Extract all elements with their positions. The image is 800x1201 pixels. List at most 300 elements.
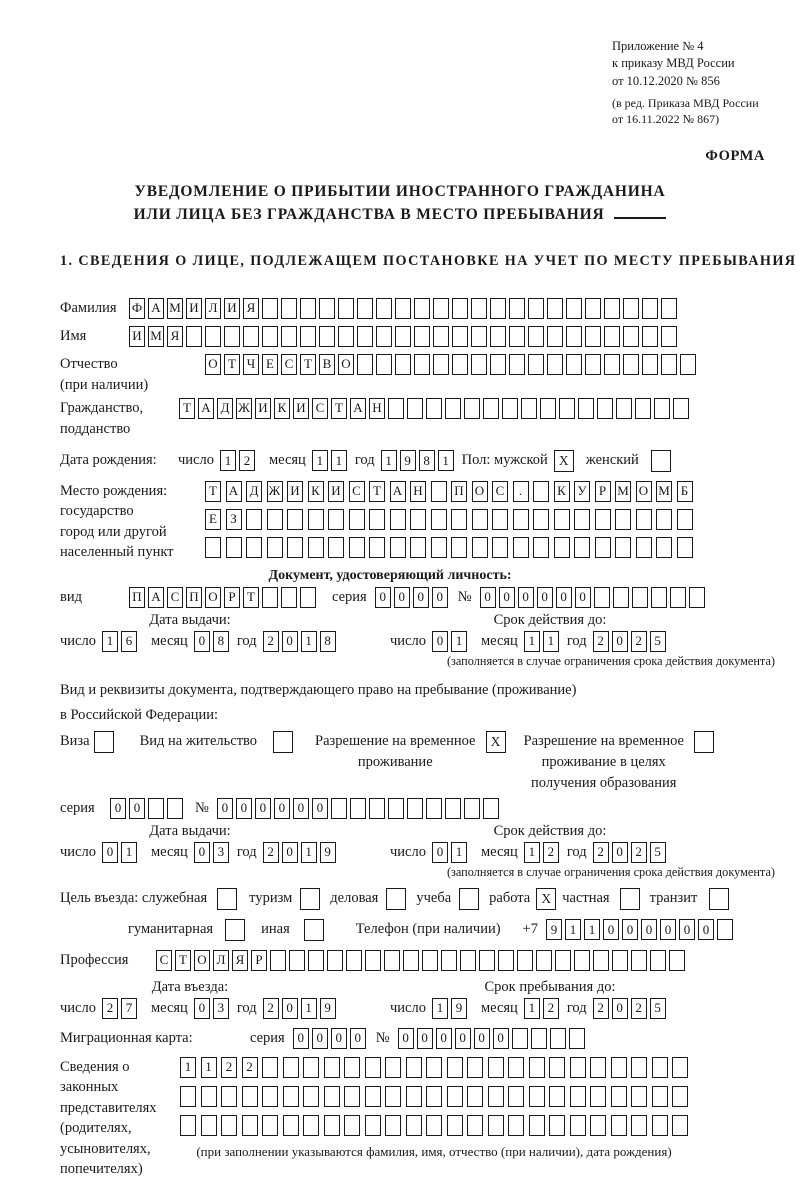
char-cell[interactable] <box>536 950 552 971</box>
char-cell[interactable] <box>327 950 343 971</box>
char-cell[interactable]: 0 <box>612 631 628 652</box>
char-cell[interactable] <box>636 509 652 530</box>
char-cell[interactable]: 1 <box>584 919 600 940</box>
char-cell[interactable] <box>452 354 468 375</box>
char-cell[interactable] <box>406 1115 422 1136</box>
char-cell[interactable] <box>262 587 278 608</box>
char-cell[interactable] <box>410 537 426 558</box>
char-cell[interactable] <box>262 1086 278 1107</box>
char-cell[interactable]: 0 <box>436 1028 452 1049</box>
char-cell[interactable] <box>488 1086 504 1107</box>
char-cell[interactable] <box>365 1115 381 1136</box>
char-cell[interactable] <box>689 587 705 608</box>
char-cell[interactable] <box>631 1057 647 1078</box>
char-cell[interactable] <box>550 1028 566 1049</box>
char-cell[interactable]: 0 <box>255 798 271 819</box>
char-cell[interactable] <box>287 537 303 558</box>
char-cell[interactable] <box>578 398 594 419</box>
char-cell[interactable] <box>502 398 518 419</box>
char-cell[interactable] <box>350 798 366 819</box>
char-cell[interactable] <box>287 509 303 530</box>
char-cell[interactable] <box>390 537 406 558</box>
char-cell[interactable] <box>452 298 468 319</box>
char-cell[interactable]: 0 <box>129 798 145 819</box>
char-cell[interactable] <box>613 587 629 608</box>
char-cell[interactable]: 0 <box>556 587 572 608</box>
char-cell[interactable] <box>594 587 610 608</box>
char-cell[interactable]: 0 <box>110 798 126 819</box>
char-cell[interactable]: 6 <box>121 631 137 652</box>
char-cell[interactable]: 1 <box>201 1057 217 1078</box>
char-cell[interactable] <box>283 1057 299 1078</box>
char-cell[interactable] <box>328 537 344 558</box>
char-cell[interactable]: 8 <box>213 631 229 652</box>
char-cell[interactable] <box>344 1086 360 1107</box>
char-cell[interactable]: П <box>451 481 467 502</box>
char-cell[interactable]: И <box>255 398 271 419</box>
char-cell[interactable] <box>281 298 297 319</box>
char-cell[interactable]: Р <box>224 587 240 608</box>
char-cell[interactable]: 1 <box>524 998 540 1019</box>
char-cell[interactable] <box>677 509 693 530</box>
char-cell[interactable] <box>604 326 620 347</box>
char-cell[interactable] <box>426 798 442 819</box>
char-cell[interactable] <box>357 354 373 375</box>
char-cell[interactable] <box>431 481 447 502</box>
char-cell[interactable] <box>384 950 400 971</box>
char-cell[interactable] <box>540 398 556 419</box>
char-cell[interactable] <box>513 509 529 530</box>
char-cell[interactable] <box>669 950 685 971</box>
char-cell[interactable]: 0 <box>375 587 391 608</box>
char-cell[interactable]: С <box>167 587 183 608</box>
char-cell[interactable] <box>451 509 467 530</box>
char-cell[interactable]: 1 <box>381 450 397 471</box>
female-checkbox[interactable] <box>651 450 671 472</box>
char-cell[interactable] <box>508 1086 524 1107</box>
char-cell[interactable] <box>631 1115 647 1136</box>
char-cell[interactable]: 1 <box>543 631 559 652</box>
char-cell[interactable] <box>414 354 430 375</box>
char-cell[interactable]: 9 <box>320 842 336 863</box>
char-cell[interactable]: О <box>636 481 652 502</box>
tourism-checkbox[interactable] <box>300 888 320 910</box>
char-cell[interactable]: 0 <box>236 798 252 819</box>
char-cell[interactable]: З <box>226 509 242 530</box>
char-cell[interactable] <box>471 354 487 375</box>
char-cell[interactable]: 0 <box>293 798 309 819</box>
char-cell[interactable]: Т <box>175 950 191 971</box>
char-cell[interactable] <box>672 1086 688 1107</box>
char-cell[interactable] <box>431 509 447 530</box>
char-cell[interactable] <box>441 950 457 971</box>
char-cell[interactable] <box>549 1057 565 1078</box>
work-checkbox[interactable]: X <box>536 888 556 910</box>
char-cell[interactable]: 2 <box>221 1057 237 1078</box>
char-cell[interactable]: 2 <box>631 631 647 652</box>
temp-residence-edu-checkbox[interactable] <box>694 731 714 753</box>
char-cell[interactable]: Д <box>217 398 233 419</box>
char-cell[interactable]: 2 <box>263 998 279 1019</box>
other-checkbox[interactable] <box>304 919 324 941</box>
char-cell[interactable] <box>652 1115 668 1136</box>
char-cell[interactable] <box>604 354 620 375</box>
char-cell[interactable] <box>642 354 658 375</box>
char-cell[interactable] <box>451 537 467 558</box>
char-cell[interactable]: 5 <box>650 842 666 863</box>
char-cell[interactable] <box>433 326 449 347</box>
char-cell[interactable]: 0 <box>432 587 448 608</box>
char-cell[interactable] <box>566 354 582 375</box>
char-cell[interactable] <box>180 1086 196 1107</box>
char-cell[interactable] <box>148 798 164 819</box>
char-cell[interactable]: И <box>186 298 202 319</box>
char-cell[interactable] <box>395 326 411 347</box>
char-cell[interactable] <box>631 950 647 971</box>
char-cell[interactable] <box>303 1057 319 1078</box>
char-cell[interactable] <box>593 950 609 971</box>
char-cell[interactable]: Т <box>224 354 240 375</box>
char-cell[interactable] <box>226 537 242 558</box>
char-cell[interactable]: Т <box>331 398 347 419</box>
char-cell[interactable] <box>262 1115 278 1136</box>
char-cell[interactable] <box>324 1057 340 1078</box>
char-cell[interactable]: 0 <box>537 587 553 608</box>
char-cell[interactable] <box>680 354 696 375</box>
char-cell[interactable]: 9 <box>400 450 416 471</box>
char-cell[interactable]: Р <box>595 481 611 502</box>
char-cell[interactable]: А <box>198 398 214 419</box>
char-cell[interactable] <box>452 326 468 347</box>
char-cell[interactable]: Я <box>243 298 259 319</box>
char-cell[interactable] <box>221 1115 237 1136</box>
char-cell[interactable]: Е <box>262 354 278 375</box>
char-cell[interactable] <box>661 354 677 375</box>
char-cell[interactable]: 0 <box>413 587 429 608</box>
char-cell[interactable] <box>338 298 354 319</box>
char-cell[interactable] <box>388 398 404 419</box>
char-cell[interactable]: 0 <box>312 1028 328 1049</box>
char-cell[interactable] <box>531 1028 547 1049</box>
char-cell[interactable] <box>445 798 461 819</box>
char-cell[interactable] <box>509 354 525 375</box>
char-cell[interactable] <box>426 1057 442 1078</box>
char-cell[interactable] <box>300 298 316 319</box>
char-cell[interactable] <box>570 1057 586 1078</box>
char-cell[interactable] <box>201 1115 217 1136</box>
char-cell[interactable] <box>357 326 373 347</box>
char-cell[interactable] <box>262 298 278 319</box>
char-cell[interactable] <box>590 1086 606 1107</box>
char-cell[interactable] <box>554 509 570 530</box>
char-cell[interactable] <box>611 1086 627 1107</box>
char-cell[interactable] <box>590 1115 606 1136</box>
char-cell[interactable]: 1 <box>565 919 581 940</box>
char-cell[interactable] <box>529 1086 545 1107</box>
char-cell[interactable] <box>574 950 590 971</box>
char-cell[interactable] <box>615 537 631 558</box>
char-cell[interactable] <box>242 1086 258 1107</box>
char-cell[interactable] <box>661 298 677 319</box>
char-cell[interactable] <box>205 537 221 558</box>
char-cell[interactable] <box>492 537 508 558</box>
char-cell[interactable] <box>328 509 344 530</box>
char-cell[interactable] <box>498 950 514 971</box>
char-cell[interactable]: 8 <box>419 450 435 471</box>
char-cell[interactable]: 9 <box>320 998 336 1019</box>
char-cell[interactable] <box>492 509 508 530</box>
char-cell[interactable]: А <box>390 481 406 502</box>
char-cell[interactable] <box>661 326 677 347</box>
char-cell[interactable] <box>604 298 620 319</box>
char-cell[interactable] <box>267 509 283 530</box>
char-cell[interactable]: 0 <box>282 998 298 1019</box>
char-cell[interactable]: 1 <box>524 842 540 863</box>
char-cell[interactable]: 9 <box>546 919 562 940</box>
char-cell[interactable] <box>642 326 658 347</box>
char-cell[interactable]: 0 <box>102 842 118 863</box>
char-cell[interactable] <box>414 298 430 319</box>
char-cell[interactable]: Е <box>205 509 221 530</box>
char-cell[interactable]: С <box>349 481 365 502</box>
char-cell[interactable]: М <box>615 481 631 502</box>
char-cell[interactable] <box>547 298 563 319</box>
char-cell[interactable]: 1 <box>220 450 236 471</box>
char-cell[interactable]: 1 <box>301 998 317 1019</box>
char-cell[interactable] <box>623 326 639 347</box>
char-cell[interactable] <box>246 509 262 530</box>
char-cell[interactable]: С <box>312 398 328 419</box>
char-cell[interactable] <box>513 537 529 558</box>
char-cell[interactable]: 1 <box>301 842 317 863</box>
char-cell[interactable] <box>433 298 449 319</box>
transit-checkbox[interactable] <box>709 888 729 910</box>
char-cell[interactable]: И <box>328 481 344 502</box>
char-cell[interactable] <box>472 537 488 558</box>
char-cell[interactable] <box>585 326 601 347</box>
char-cell[interactable] <box>521 398 537 419</box>
char-cell[interactable]: 0 <box>274 798 290 819</box>
char-cell[interactable] <box>590 1057 606 1078</box>
char-cell[interactable] <box>467 1057 483 1078</box>
char-cell[interactable] <box>303 1086 319 1107</box>
char-cell[interactable] <box>623 354 639 375</box>
char-cell[interactable]: 0 <box>432 631 448 652</box>
char-cell[interactable]: 0 <box>575 587 591 608</box>
char-cell[interactable] <box>595 509 611 530</box>
char-cell[interactable] <box>533 509 549 530</box>
char-cell[interactable]: 2 <box>239 450 255 471</box>
char-cell[interactable] <box>635 398 651 419</box>
char-cell[interactable]: 2 <box>593 998 609 1019</box>
char-cell[interactable] <box>338 326 354 347</box>
char-cell[interactable] <box>385 1086 401 1107</box>
char-cell[interactable] <box>508 1115 524 1136</box>
char-cell[interactable]: 2 <box>543 998 559 1019</box>
char-cell[interactable]: 0 <box>660 919 676 940</box>
char-cell[interactable] <box>533 537 549 558</box>
char-cell[interactable] <box>652 1086 668 1107</box>
char-cell[interactable] <box>670 587 686 608</box>
char-cell[interactable]: Ж <box>236 398 252 419</box>
char-cell[interactable] <box>528 298 544 319</box>
char-cell[interactable] <box>616 398 632 419</box>
char-cell[interactable] <box>349 509 365 530</box>
char-cell[interactable]: 1 <box>438 450 454 471</box>
char-cell[interactable]: И <box>287 481 303 502</box>
char-cell[interactable] <box>490 326 506 347</box>
char-cell[interactable]: . <box>513 481 529 502</box>
char-cell[interactable]: 9 <box>451 998 467 1019</box>
char-cell[interactable] <box>554 537 570 558</box>
char-cell[interactable] <box>289 950 305 971</box>
char-cell[interactable] <box>566 326 582 347</box>
char-cell[interactable]: Ж <box>267 481 283 502</box>
humanitarian-checkbox[interactable] <box>225 919 245 941</box>
char-cell[interactable] <box>570 1086 586 1107</box>
char-cell[interactable] <box>167 798 183 819</box>
char-cell[interactable] <box>533 481 549 502</box>
char-cell[interactable] <box>303 1115 319 1136</box>
char-cell[interactable] <box>270 950 286 971</box>
char-cell[interactable]: 1 <box>102 631 118 652</box>
char-cell[interactable]: 2 <box>631 998 647 1019</box>
char-cell[interactable]: 2 <box>242 1057 258 1078</box>
char-cell[interactable] <box>414 326 430 347</box>
char-cell[interactable]: И <box>293 398 309 419</box>
char-cell[interactable] <box>656 509 672 530</box>
char-cell[interactable] <box>615 509 631 530</box>
char-cell[interactable] <box>407 798 423 819</box>
business-checkbox[interactable] <box>386 888 406 910</box>
char-cell[interactable] <box>283 1086 299 1107</box>
char-cell[interactable] <box>349 537 365 558</box>
char-cell[interactable] <box>595 537 611 558</box>
char-cell[interactable]: 0 <box>194 998 210 1019</box>
char-cell[interactable]: А <box>226 481 242 502</box>
char-cell[interactable] <box>652 1057 668 1078</box>
char-cell[interactable]: 0 <box>282 842 298 863</box>
char-cell[interactable] <box>612 950 628 971</box>
char-cell[interactable]: 0 <box>698 919 714 940</box>
char-cell[interactable] <box>509 326 525 347</box>
char-cell[interactable] <box>547 326 563 347</box>
char-cell[interactable] <box>672 1115 688 1136</box>
char-cell[interactable] <box>369 798 385 819</box>
char-cell[interactable] <box>623 298 639 319</box>
char-cell[interactable] <box>242 1115 258 1136</box>
char-cell[interactable]: 1 <box>301 631 317 652</box>
char-cell[interactable]: Б <box>677 481 693 502</box>
char-cell[interactable]: 5 <box>650 631 666 652</box>
char-cell[interactable]: 2 <box>263 842 279 863</box>
char-cell[interactable]: 0 <box>603 919 619 940</box>
char-cell[interactable]: 0 <box>641 919 657 940</box>
char-cell[interactable]: У <box>574 481 590 502</box>
char-cell[interactable] <box>319 298 335 319</box>
char-cell[interactable] <box>642 298 658 319</box>
char-cell[interactable]: 0 <box>331 1028 347 1049</box>
char-cell[interactable]: И <box>129 326 145 347</box>
char-cell[interactable] <box>331 798 347 819</box>
char-cell[interactable]: И <box>224 298 240 319</box>
char-cell[interactable] <box>447 1115 463 1136</box>
char-cell[interactable]: 0 <box>312 798 328 819</box>
char-cell[interactable]: Д <box>246 481 262 502</box>
char-cell[interactable]: Ч <box>243 354 259 375</box>
char-cell[interactable] <box>300 326 316 347</box>
char-cell[interactable]: 7 <box>121 998 137 1019</box>
char-cell[interactable]: С <box>492 481 508 502</box>
char-cell[interactable] <box>365 950 381 971</box>
char-cell[interactable]: 3 <box>213 998 229 1019</box>
char-cell[interactable] <box>395 354 411 375</box>
char-cell[interactable]: О <box>205 587 221 608</box>
char-cell[interactable] <box>410 509 426 530</box>
char-cell[interactable]: 0 <box>194 631 210 652</box>
char-cell[interactable] <box>460 950 476 971</box>
char-cell[interactable] <box>488 1115 504 1136</box>
char-cell[interactable] <box>262 326 278 347</box>
private-checkbox[interactable] <box>620 888 640 910</box>
char-cell[interactable] <box>388 798 404 819</box>
char-cell[interactable]: 1 <box>331 450 347 471</box>
char-cell[interactable] <box>205 326 221 347</box>
char-cell[interactable]: Ф <box>129 298 145 319</box>
char-cell[interactable]: 0 <box>293 1028 309 1049</box>
char-cell[interactable]: П <box>186 587 202 608</box>
char-cell[interactable]: 0 <box>350 1028 366 1049</box>
char-cell[interactable]: 0 <box>398 1028 414 1049</box>
char-cell[interactable]: 0 <box>417 1028 433 1049</box>
char-cell[interactable] <box>509 298 525 319</box>
char-cell[interactable]: 1 <box>312 450 328 471</box>
char-cell[interactable] <box>517 950 533 971</box>
char-cell[interactable]: О <box>472 481 488 502</box>
char-cell[interactable] <box>549 1115 565 1136</box>
char-cell[interactable]: О <box>205 354 221 375</box>
char-cell[interactable] <box>403 950 419 971</box>
char-cell[interactable]: 1 <box>180 1057 196 1078</box>
char-cell[interactable] <box>490 298 506 319</box>
char-cell[interactable] <box>246 537 262 558</box>
char-cell[interactable] <box>324 1115 340 1136</box>
char-cell[interactable]: 0 <box>432 842 448 863</box>
char-cell[interactable] <box>406 1057 422 1078</box>
char-cell[interactable] <box>528 326 544 347</box>
char-cell[interactable] <box>585 298 601 319</box>
char-cell[interactable]: 0 <box>217 798 233 819</box>
char-cell[interactable]: Р <box>251 950 267 971</box>
char-cell[interactable]: Н <box>369 398 385 419</box>
char-cell[interactable] <box>654 398 670 419</box>
char-cell[interactable] <box>559 398 575 419</box>
char-cell[interactable] <box>549 1086 565 1107</box>
char-cell[interactable]: 0 <box>679 919 695 940</box>
char-cell[interactable] <box>597 398 613 419</box>
char-cell[interactable] <box>201 1086 217 1107</box>
char-cell[interactable] <box>385 1115 401 1136</box>
char-cell[interactable]: Л <box>213 950 229 971</box>
char-cell[interactable]: 0 <box>518 587 534 608</box>
char-cell[interactable]: К <box>274 398 290 419</box>
char-cell[interactable] <box>574 537 590 558</box>
char-cell[interactable]: Я <box>167 326 183 347</box>
char-cell[interactable]: 2 <box>593 631 609 652</box>
char-cell[interactable] <box>490 354 506 375</box>
char-cell[interactable]: Я <box>232 950 248 971</box>
char-cell[interactable]: С <box>156 950 172 971</box>
